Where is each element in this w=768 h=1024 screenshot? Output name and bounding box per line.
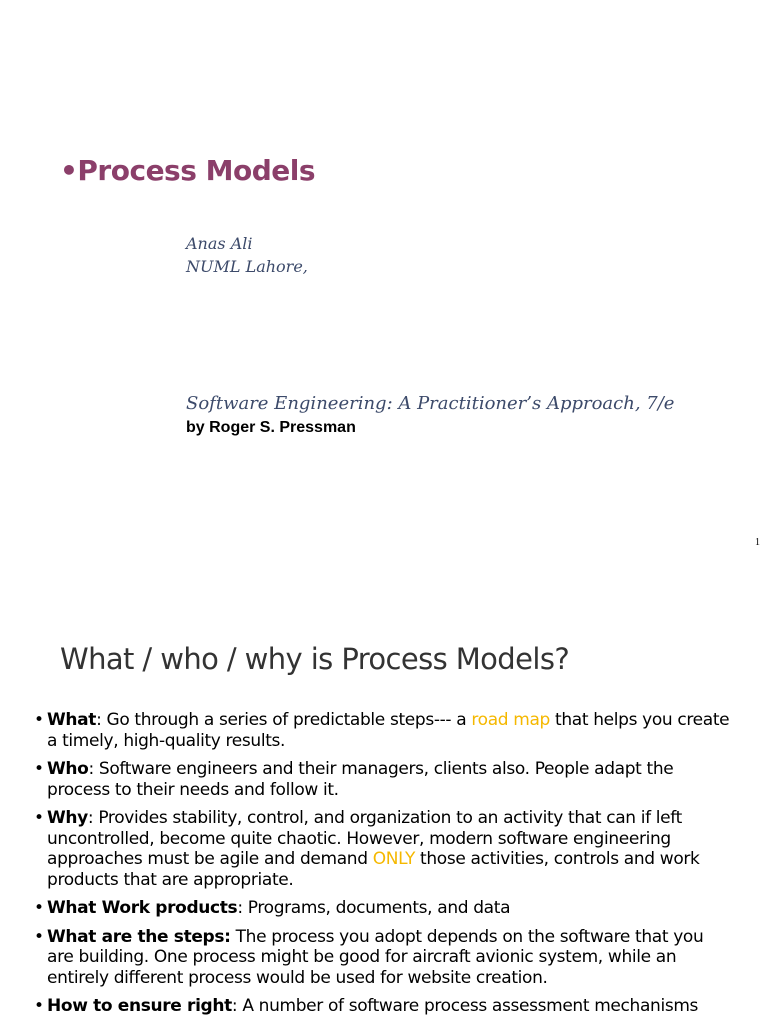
slide-title (60, 154, 315, 187)
bullet-label: What (47, 710, 97, 730)
page-number: 1 (755, 537, 760, 548)
bullet-item-steps (34, 927, 734, 989)
bullet-text: : Provides stability, control, and organization to an activity that can if left uncontrolled, become quite chaotic. However, modern software engineering approaches must be agile and demand (47, 808, 682, 869)
bullet-item-why (34, 808, 734, 890)
bullet-label: What are the steps: (47, 926, 231, 947)
bullet-text: that helps you create a timely, high-quality results. (47, 710, 730, 751)
bullet-item-ensure-right (34, 996, 734, 1017)
content-slide (0, 576, 768, 1024)
bullet-dot: • (34, 996, 44, 1016)
bullet-dot: • (34, 926, 44, 947)
bullet-dot: • (34, 710, 44, 730)
bullet-dot: • (34, 808, 44, 828)
bullet-label: Why (47, 808, 88, 828)
bullet-dot: • (34, 898, 44, 918)
bullet-text: : Programs, documents, and data (237, 898, 511, 918)
bullet-item-what (34, 710, 734, 751)
author-block (186, 232, 308, 278)
bullet-text: those activities, controls and work products that are appropriate. (47, 849, 700, 890)
bullet-dot: • (34, 759, 44, 779)
bullet-text: The process you adopt depends on the software that you are building. One process might be good for aircraft avionic system, while an entirely different process would be used for website creation. (47, 926, 704, 988)
highlighted-text: ONLY (372, 849, 415, 869)
bullet-item-work-products (34, 898, 734, 919)
author-name: Anas Ali (186, 234, 253, 253)
title-text: Process Models (77, 154, 316, 187)
title-bullet: • (60, 154, 78, 187)
bullet-label: Who (47, 759, 89, 779)
bullet-label: What Work products (47, 898, 238, 918)
bullet-text: : Go through a series of predictable steps--- a (96, 710, 472, 730)
bullet-item-who (34, 759, 734, 800)
book-author: by Roger S. Pressman (186, 419, 356, 436)
author-affiliation: NUML Lahore, (186, 257, 308, 276)
bullet-label: How to ensure right (47, 996, 232, 1016)
book-title: Software Engineering: A Practitioner’s Approach, 7/e (186, 393, 675, 414)
slide-heading: What / who / why is Process Models? (60, 642, 570, 676)
bullet-text: : Software engineers and their managers, clients also. People adapt the process to their needs and follow it. (47, 759, 674, 800)
bullet-text: : A number of software process assessment mechanisms (231, 996, 699, 1016)
highlighted-text: road map (471, 710, 550, 730)
bullet-list (34, 710, 734, 1024)
